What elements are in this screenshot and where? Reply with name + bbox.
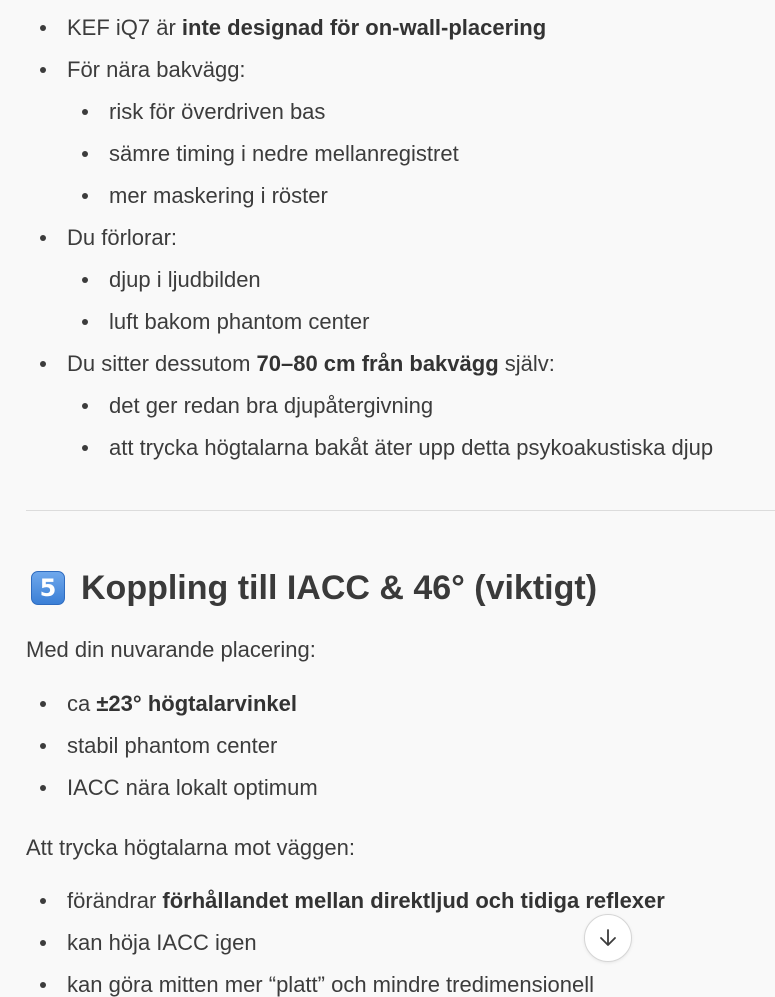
list-item: IACC nära lokalt optimum <box>0 767 775 809</box>
sub-list-item: sämre timing i nedre mellanregistret <box>0 133 775 175</box>
list-item: För nära bakvägg: <box>0 49 775 91</box>
current-placement-list <box>0 683 775 809</box>
sub-list-item: djup i ljudbilden <box>0 259 775 301</box>
sub-list-item: luft bakom phantom center <box>0 301 775 343</box>
list-item: kan göra mitten mer “platt” och mindre tredimensionell <box>0 964 775 997</box>
list-item: ca ±23° högtalarvinkel <box>0 683 775 725</box>
list-item: Du förlorar: <box>0 217 775 259</box>
list-item: förändrar förhållandet mellan direktljud och tidiga reflexer <box>0 880 775 922</box>
section-intro-2: Att trycka högtalarna mot väggen: <box>26 835 355 860</box>
list-item: kan höja IACC igen <box>0 922 775 964</box>
section-heading <box>31 564 597 612</box>
section-divider <box>26 510 775 511</box>
sub-list-item: mer maskering i röster <box>0 175 775 217</box>
list-item: stabil phantom center <box>0 725 775 767</box>
placement-issues-list <box>0 7 775 469</box>
sub-list-item: att trycka högtalarna bakåt äter upp detta psykoakustiska djup <box>0 427 775 469</box>
list-item: Du sitter dessutom 70–80 cm från bakvägg själv: <box>0 343 775 385</box>
section-intro: Med din nuvarande placering: <box>26 637 316 662</box>
list-item: KEF iQ7 är inte designad för on-wall-placering <box>0 7 775 49</box>
keycap-five-icon: 5 <box>31 571 65 605</box>
sub-list-item: det ger redan bra djupåtergivning <box>0 385 775 427</box>
arrow-down-icon <box>597 927 619 949</box>
wall-placement-effects-list <box>0 880 775 997</box>
sub-list-item: risk för överdriven bas <box>0 91 775 133</box>
section-title: Koppling till IACC & 46° (viktigt) <box>81 568 598 607</box>
scroll-to-bottom-button[interactable] <box>584 914 632 962</box>
